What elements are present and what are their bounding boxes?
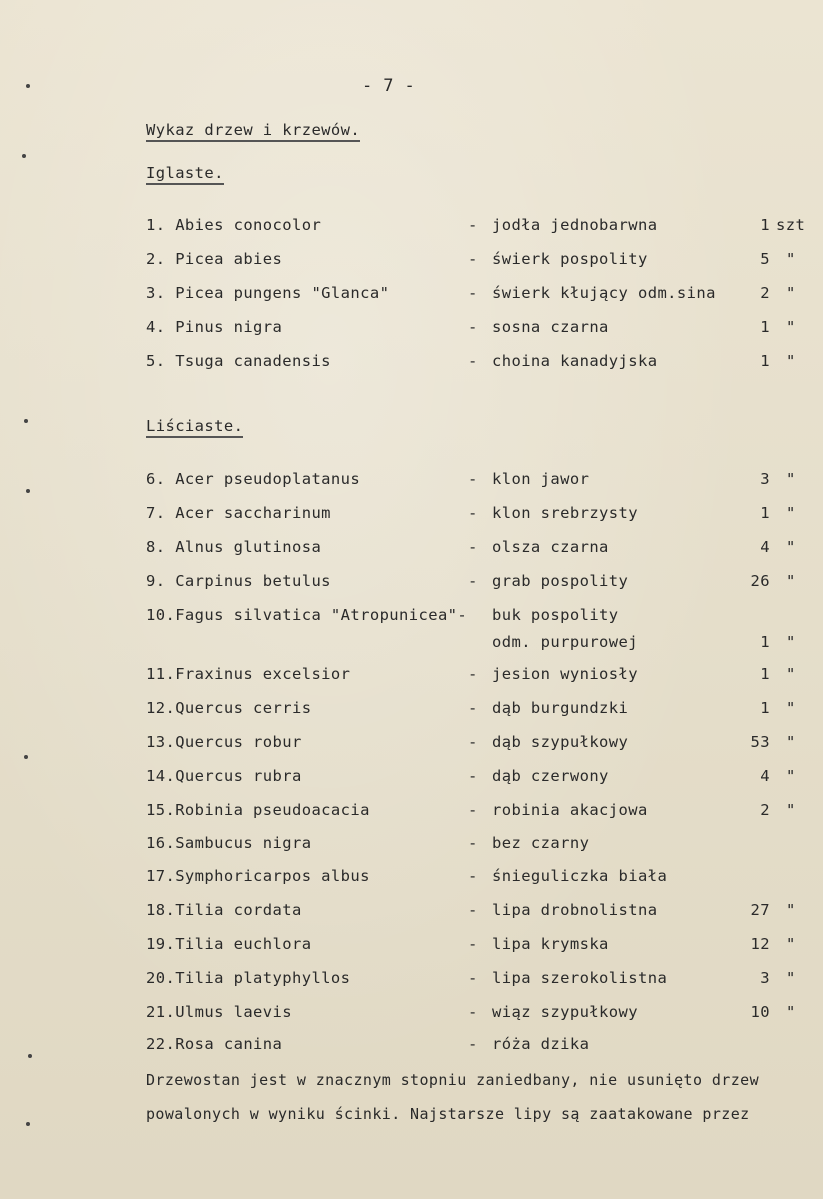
- latin-name: 19.Tilia euchlora: [146, 935, 312, 953]
- quantity: 5: [760, 250, 770, 268]
- unit-label: ": [786, 633, 796, 651]
- polish-name: śnieguliczka biała: [492, 867, 668, 885]
- polish-name: lipa krymska: [492, 935, 609, 953]
- quantity: 12: [750, 935, 770, 953]
- polish-name: buk pospolity: [492, 606, 619, 624]
- latin-name: 22.Rosa canina: [146, 1035, 283, 1053]
- dash-separator: -: [468, 216, 478, 234]
- quantity: 1: [760, 633, 770, 651]
- quantity: 10: [750, 1003, 770, 1021]
- polish-name-continued: odm. purpurowej: [492, 633, 638, 651]
- dash-separator: -: [468, 284, 478, 302]
- dash-separator: -: [468, 352, 478, 370]
- unit-label: ": [786, 665, 796, 683]
- unit-label: ": [786, 318, 796, 336]
- latin-name: 12.Quercus cerris: [146, 699, 312, 717]
- latin-name: 15.Robinia pseudoacacia: [146, 801, 370, 819]
- polish-name: olsza czarna: [492, 538, 609, 556]
- dash-separator: -: [468, 834, 478, 852]
- dash-separator: -: [468, 935, 478, 953]
- dash-separator: -: [468, 504, 478, 522]
- polish-name: lipa szerokolistna: [492, 969, 668, 987]
- polish-name: jodła jednobarwna: [492, 216, 658, 234]
- unit-label: ": [786, 284, 796, 302]
- latin-name: 10.Fagus silvatica "Atropunicea"-: [146, 606, 468, 624]
- unit-label: ": [786, 969, 796, 987]
- quantity: 2: [760, 284, 770, 302]
- unit-label: ": [786, 538, 796, 556]
- unit-label: ": [786, 250, 796, 268]
- latin-name: 2. Picea abies: [146, 250, 283, 268]
- dash-separator: -: [468, 1035, 478, 1053]
- latin-name: 14.Quercus rubra: [146, 767, 302, 785]
- paragraph-line: Drzewostan jest w znacznym stopniu zaniedbany, nie usunięto drzew: [146, 1071, 759, 1089]
- latin-name: 17.Symphoricarpos albus: [146, 867, 370, 885]
- dash-separator: -: [468, 572, 478, 590]
- unit-label: ": [786, 901, 796, 919]
- latin-name: 7. Acer saccharinum: [146, 504, 331, 522]
- latin-name: 8. Alnus glutinosa: [146, 538, 322, 556]
- quantity: 1: [760, 216, 770, 234]
- margin-dot: [24, 419, 28, 423]
- polish-name: dąb burgundzki: [492, 699, 629, 717]
- polish-name: świerk pospolity: [492, 250, 648, 268]
- unit-label: ": [786, 935, 796, 953]
- dash-separator: -: [468, 867, 478, 885]
- latin-name: 1. Abies conocolor: [146, 216, 322, 234]
- margin-dot: [26, 84, 30, 88]
- dash-separator: -: [468, 665, 478, 683]
- quantity: 4: [760, 538, 770, 556]
- quantity: 2: [760, 801, 770, 819]
- latin-name: 16.Sambucus nigra: [146, 834, 312, 852]
- dash-separator: -: [468, 733, 478, 751]
- document-title: [146, 120, 360, 140]
- polish-name: jesion wyniosły: [492, 665, 638, 683]
- polish-name: dąb czerwony: [492, 767, 609, 785]
- polish-name: róża dzika: [492, 1035, 590, 1053]
- dash-separator: -: [468, 901, 478, 919]
- quantity: 27: [750, 901, 770, 919]
- latin-name: 9. Carpinus betulus: [146, 572, 331, 590]
- margin-dot: [24, 755, 28, 759]
- quantity: 1: [760, 699, 770, 717]
- quantity: 1: [760, 504, 770, 522]
- quantity: 26: [750, 572, 770, 590]
- polish-name: bez czarny: [492, 834, 590, 852]
- latin-name: 18.Tilia cordata: [146, 901, 302, 919]
- quantity: 53: [750, 733, 770, 751]
- unit-label: ": [786, 1003, 796, 1021]
- polish-name: dąb szypułkowy: [492, 733, 629, 751]
- section-heading-text: Iglaste.: [146, 164, 224, 185]
- section-heading: [146, 163, 224, 183]
- quantity: 3: [760, 470, 770, 488]
- unit-label: ": [786, 767, 796, 785]
- quantity: 1: [760, 352, 770, 370]
- latin-name: 5. Tsuga canadensis: [146, 352, 331, 370]
- latin-name: 21.Ulmus laevis: [146, 1003, 292, 1021]
- latin-name: 6. Acer pseudoplatanus: [146, 470, 361, 488]
- polish-name: świerk kłujący odm.sina: [492, 284, 716, 302]
- polish-name: choina kanadyjska: [492, 352, 658, 370]
- margin-dot: [28, 1054, 32, 1058]
- polish-name: lipa drobnolistna: [492, 901, 658, 919]
- unit-label: ": [786, 352, 796, 370]
- quantity: 4: [760, 767, 770, 785]
- unit-label: ": [786, 733, 796, 751]
- unit-label: ": [786, 699, 796, 717]
- unit-label: ": [786, 504, 796, 522]
- section-heading: [146, 416, 243, 436]
- polish-name: klon jawor: [492, 470, 590, 488]
- dash-separator: -: [468, 969, 478, 987]
- latin-name: 3. Picea pungens "Glanca": [146, 284, 390, 302]
- polish-name: wiąz szypułkowy: [492, 1003, 638, 1021]
- section-heading-text: Liściaste.: [146, 417, 243, 438]
- unit-label: ": [786, 801, 796, 819]
- quantity: 1: [760, 318, 770, 336]
- dash-separator: -: [468, 1003, 478, 1021]
- polish-name: sosna czarna: [492, 318, 609, 336]
- margin-dot: [26, 1122, 30, 1126]
- unit-label: szt: [776, 216, 806, 234]
- page-number: - 7 -: [362, 76, 416, 96]
- paragraph-line: powalonych w wyniku ścinki. Najstarsze lipy są zaatakowane przez: [146, 1105, 750, 1123]
- dash-separator: -: [468, 250, 478, 268]
- unit-label: ": [786, 572, 796, 590]
- dash-separator: -: [468, 699, 478, 717]
- document-title-text: Wykaz drzew i krzewów.: [146, 121, 360, 142]
- quantity: 3: [760, 969, 770, 987]
- latin-name: 4. Pinus nigra: [146, 318, 283, 336]
- latin-name: 11.Fraxinus excelsior: [146, 665, 351, 683]
- margin-dot: [22, 154, 26, 158]
- dash-separator: -: [468, 801, 478, 819]
- dash-separator: -: [468, 538, 478, 556]
- latin-name: 13.Quercus robur: [146, 733, 302, 751]
- dash-separator: -: [468, 767, 478, 785]
- polish-name: robinia akacjowa: [492, 801, 648, 819]
- unit-label: ": [786, 470, 796, 488]
- margin-dot: [26, 489, 30, 493]
- polish-name: grab pospolity: [492, 572, 629, 590]
- dash-separator: -: [468, 470, 478, 488]
- dash-separator: -: [468, 318, 478, 336]
- latin-name: 20.Tilia platyphyllos: [146, 969, 351, 987]
- polish-name: klon srebrzysty: [492, 504, 638, 522]
- quantity: 1: [760, 665, 770, 683]
